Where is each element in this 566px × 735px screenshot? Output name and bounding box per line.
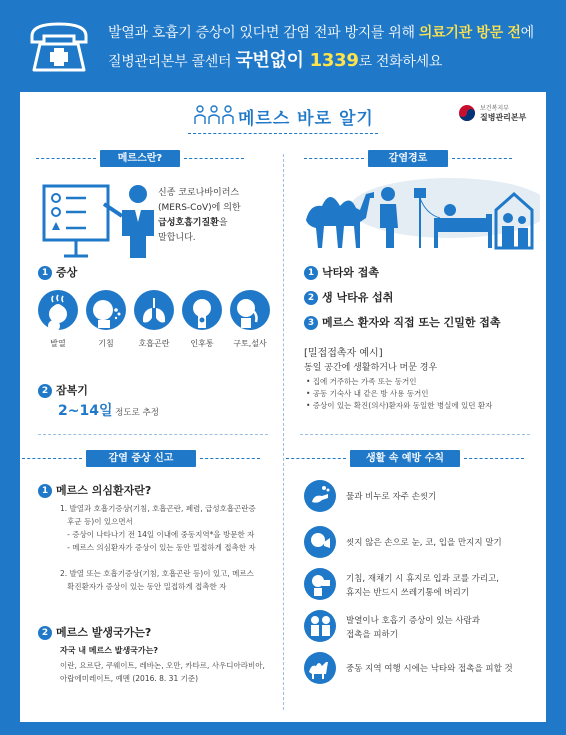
camel-contact-icon bbox=[300, 174, 540, 252]
vertical-divider bbox=[283, 154, 284, 710]
vomit-icon bbox=[230, 290, 270, 330]
right-section-divider bbox=[300, 434, 530, 435]
hotline-number: 1339 bbox=[309, 50, 359, 71]
avoid-contact-icon bbox=[304, 610, 336, 642]
close-contact-item: • 증상이 있는 확진(의사)환자와 동일한 병실에 있던 환자 bbox=[306, 401, 493, 410]
fever-icon bbox=[38, 290, 78, 330]
country-subheading: 자국 내 메르스 발생국가는? bbox=[60, 646, 159, 655]
suspect-criteria: 1. 발열과 호흡기증상(기침, 호흡곤란, 폐렴, 급성호흡곤란증 후군 등)이 있으면서 - 증상이 나타나기 전 14일 이내에 중동지역*을 방문한 자 - 메르스 의심환자가 증상이 있는 동안 밀접하게 접촉한 자 2. 발열 또는 호흡기증상(기침, 호흡곤란 등)이 있고, 메르스 확진환자가 증상이 있는 동안 밀접하게 접촉한 자 bbox=[60, 504, 256, 591]
symptom-label-dyspnea: 호흡곤란 bbox=[138, 339, 170, 348]
breathing-icon bbox=[134, 290, 174, 330]
prevention-item-5: 중동 지역 여행 시에는 낙타와 접촉을 피할 것 bbox=[346, 664, 513, 674]
content-panel bbox=[20, 92, 546, 722]
no-touch-face-icon bbox=[304, 526, 336, 558]
symptom-label-sore-throat: 인후통 bbox=[190, 339, 214, 348]
phone-icon bbox=[28, 18, 90, 76]
left-section-divider bbox=[38, 434, 268, 435]
mers-definition: 신종 코로나바이러스 (MERS-CoV)에 의한 급성호흡기질환을 말합니다. bbox=[158, 188, 241, 243]
doctor-board-icon bbox=[42, 182, 160, 260]
country-list: 이란, 요르단, 쿠웨이트, 레바논, 오만, 카타르, 사우디아라비아, 아랍에미레이트, 예멘 (2016. 8. 31 기준) bbox=[60, 661, 265, 683]
title-underline bbox=[188, 133, 378, 134]
people-icon bbox=[194, 104, 234, 126]
country-heading: 2 메르스 발생국가는? bbox=[38, 624, 151, 640]
route-item-3: 3 메르스 환자와 직접 또는 긴밀한 접촉 bbox=[304, 314, 501, 330]
handwash-icon bbox=[304, 480, 336, 512]
gov-logo: 보건복지부 질병관리본부 bbox=[458, 102, 538, 126]
incubation-heading: 2 잠복기 bbox=[38, 382, 88, 398]
symptom-label-fever: 발열 bbox=[50, 339, 66, 348]
route-item-1: 1 낙타와 접촉 bbox=[304, 264, 379, 280]
close-contact-item: • 공동 기숙사 내 같은 방 사용 동거인 bbox=[306, 389, 429, 398]
symptom-label-cough: 기침 bbox=[98, 339, 114, 348]
page-title: 메르스 바로 알기 bbox=[238, 109, 374, 129]
symptoms-heading: 1 증상 bbox=[38, 264, 77, 280]
taegeuk-emblem-icon bbox=[458, 104, 476, 122]
prevention-item-2: 씻지 않은 손으로 눈, 코, 입을 만지지 말기 bbox=[346, 538, 502, 548]
top-banner bbox=[0, 0, 566, 95]
banner-line-2: 질병관리본부 콜센터 국번없이 1339로 전화하세요 bbox=[108, 50, 443, 71]
pill-report: 감염 증상 신고 bbox=[86, 450, 196, 467]
symptom-label-vomiting: 구토,설사 bbox=[233, 339, 267, 348]
suspect-heading: 1 메르스 의심환자란? bbox=[38, 482, 151, 498]
pill-infection-route: 감염경로 bbox=[368, 150, 448, 167]
prevention-item-3: 기침, 재채기 시 휴지로 입과 코를 가리고, 휴지는 반드시 쓰레기통에 버리기 bbox=[346, 574, 499, 598]
prevention-item-1: 물과 비누로 자주 손씻기 bbox=[346, 492, 437, 502]
close-contact-list bbox=[306, 376, 492, 412]
close-contact-subtitle: 동일 공간에 생활하거나 머문 경우 bbox=[304, 363, 438, 373]
pill-prevention: 생활 속 예방 수칙 bbox=[350, 450, 460, 467]
pill-mers-what: 메르스란? bbox=[100, 150, 180, 167]
route-item-2: 2 생 낙타유 섭취 bbox=[304, 289, 393, 305]
banner-highlight: 의료기관 방문 전 bbox=[418, 25, 521, 41]
banner-line-1: 발열과 호흡기 증상이 있다면 감염 전파 방지를 위해 의료기관 방문 전에 bbox=[108, 25, 534, 41]
close-contact-title: [밀접접촉자 예시] bbox=[304, 348, 383, 359]
cover-cough-icon bbox=[304, 568, 336, 600]
incubation-period: 2~14일 정도로 추정 bbox=[58, 403, 159, 419]
prevention-item-4: 발열이나 호흡기 증상이 있는 사람과 접촉을 피하기 bbox=[346, 616, 480, 640]
sore-throat-icon bbox=[182, 290, 222, 330]
close-contact-item: • 집에 거주하는 가족 또는 동거인 bbox=[306, 377, 417, 386]
no-camel-icon bbox=[304, 652, 336, 684]
cough-icon bbox=[86, 290, 126, 330]
